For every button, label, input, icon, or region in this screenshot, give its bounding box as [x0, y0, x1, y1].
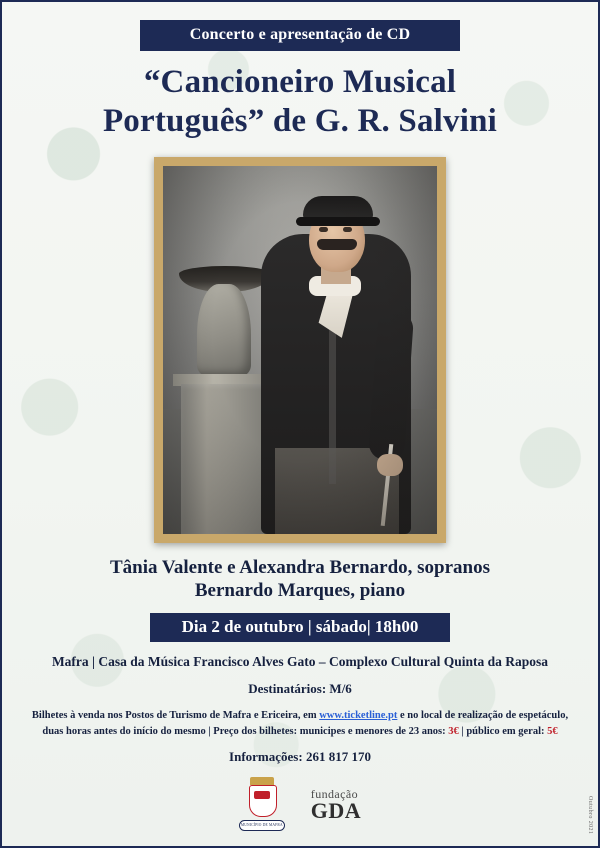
contact-info: Informações: 261 817 170 — [229, 748, 371, 764]
ticket-info — [28, 708, 572, 740]
ticket-text-1: Bilhetes à venda nos Postos de Turismo de Mafra e Ericeira, em — [31, 710, 320, 722]
gda-line-2: GDA — [310, 797, 362, 823]
portrait-photo — [163, 166, 437, 534]
price-general: 5€ — [547, 726, 558, 738]
venue: Mafra | Casa da Música Francisco Alves Gato – Complexo Cultural Quinta da Raposa — [51, 654, 549, 670]
performers-line-1: Tânia Valente e Alexandra Bernardo, sopranos — [109, 556, 491, 578]
ticket-text-3: | público em geral: — [458, 726, 548, 738]
header-band: Concerto e apresentação de CD — [140, 20, 460, 51]
title-line-2: Português” de G. R. Salvini — [102, 102, 498, 139]
performers-line-2: Bernardo Marques, piano — [194, 579, 406, 601]
crest-crown — [250, 777, 274, 785]
crest-ribbon-label: MUNICÍPIO DE MAFRA — [239, 820, 285, 831]
page-title — [36, 63, 564, 141]
crest-shield — [249, 785, 277, 817]
performers — [22, 557, 578, 603]
date-bar: Dia 2 de outubro | sábado| 18h00 — [150, 613, 450, 642]
audience-rating: Destinatários: M/6 — [248, 681, 352, 697]
photo-vignette — [163, 166, 437, 534]
ticketline-link[interactable]: www.ticketline.pt — [319, 710, 398, 722]
gda-line-1: fundação — [310, 786, 358, 801]
ticket-text-2: e no local de realização de espetáculo, duas horas antes do início do mesmo | Preço dos bilhetes: municipes e menores de 23 anos: — [42, 710, 569, 738]
gda-logo — [311, 788, 361, 822]
title-line-1: “Cancioneiro Musical — [143, 64, 457, 100]
price-reduced: 3€ — [448, 726, 459, 738]
side-credit: Outubro 2021 — [587, 795, 593, 834]
logos-row — [150, 777, 450, 833]
portrait-frame — [154, 157, 446, 543]
municipality-crest-icon — [239, 777, 285, 833]
